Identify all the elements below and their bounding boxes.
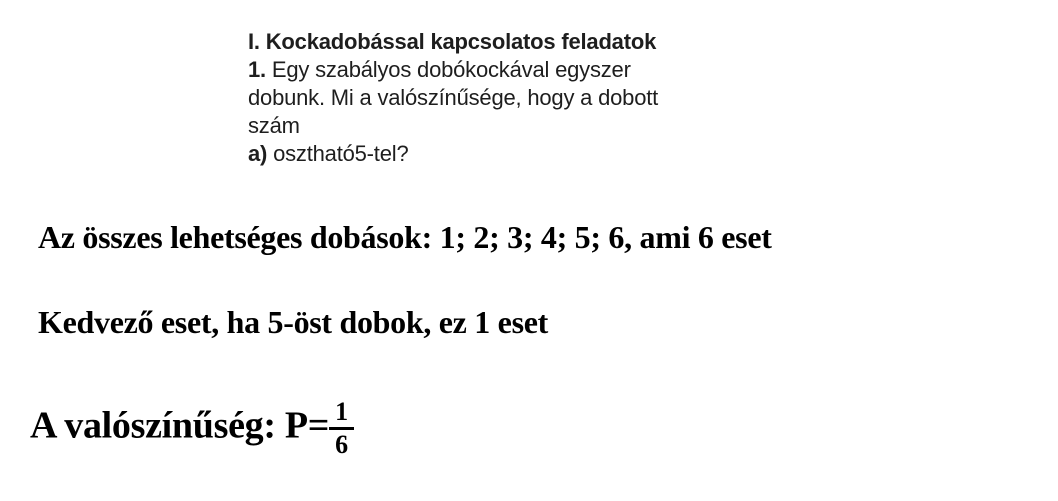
problem-title-line [248,28,738,56]
solution-probability [30,398,354,459]
fraction-denominator: 6 [335,430,349,460]
problem-subitem-text: osztható5-tel? [267,141,409,166]
problem-subitem-a [248,140,738,168]
problem-line-3-text: szám [248,113,300,138]
solution-probability-text: A valószínűség: P= [30,404,330,447]
fraction-one-sixth [329,398,354,459]
problem-line-1-text: Egy szabályos dobókockával egyszer [265,57,631,82]
solution-total-cases: Az összes lehetséges dobások: 1; 2; 3; 4; 5; 6, ami 6 eset [38,219,772,255]
problem-line-2-text: dobunk. Mi a valószínűsége, hogy a dobott [248,85,659,110]
problem-statement [248,28,738,168]
problem-line-1 [248,56,738,84]
problem-number: 1. [248,57,266,82]
problem-line-3 [248,112,738,140]
fraction-numerator: 1 [329,398,354,430]
problem-line-2 [248,84,738,112]
solution-favorable-case: Kedvező eset, ha 5-öst dobok, ez 1 eset [38,304,548,340]
problem-section-title: I. Kockadobással kapcsolatos feladatok [248,29,657,54]
problem-subitem-label: a) [248,141,268,166]
